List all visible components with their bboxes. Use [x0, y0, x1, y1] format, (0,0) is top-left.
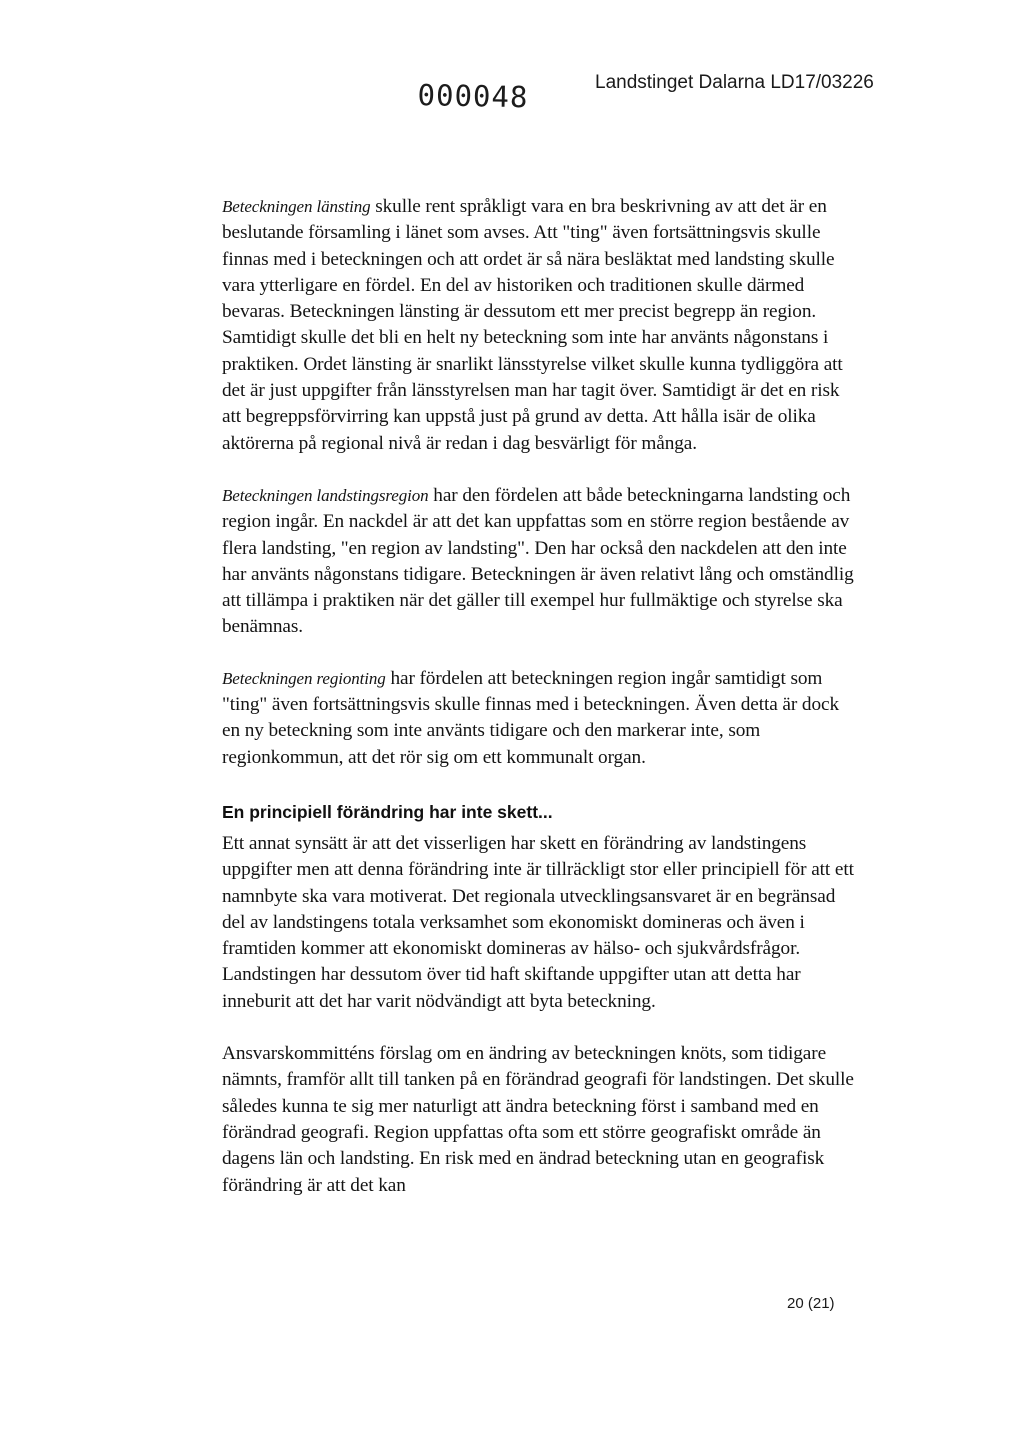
document-body	[222, 194, 854, 1199]
paragraph-landstingsregion	[222, 483, 854, 641]
paragraph-synsatt: Ett annat synsätt är att det visserligen har skett en förändring av landstingens uppgifter men att denna förändring inte är tillräckligt stor eller principiell för att ett namnbyte ska vara motiverat. Det regionala utvecklingsansvaret är en begränsad del av landstingens totala verksamhet som ekonomiskt domineras och även i framtiden kommer att ekonomiskt domineras av hälso- och sjukvårdsfrågor. Landstingen har dessutom över tid haft skiftande uppgifter utan att detta har inneburit att det har varit nödvändigt att byta beteckning.	[222, 832, 854, 1012]
section-heading: En principiell förändring har inte skett...	[222, 801, 553, 822]
paragraph-ansvarskommitten: Ansvarskommitténs förslag om en ändring av beteckningen knöts, som tidigare nämnts, framför allt till tanken på en förändrad geografi för landstingen. Det skulle således kunna te sig mer naturligt att ändra beteckning först i samband med en förändrad geografi. Region uppfattas ofta som ett större geografiskt område än dagens län och landsting. En risk med en ändrad beteckning utan en geografisk förändring är att det kan	[222, 1043, 854, 1196]
document-reference: Landstinget Dalarna LD17/03226	[595, 72, 874, 93]
paragraph-regionting	[222, 666, 854, 771]
page-number: 20 (21)	[787, 1295, 835, 1312]
paragraph-text: har den fördelen att både beteckningarna landsting och region ingår. En nackdel är att det kan uppfattas som en större region bestående av flera landsting, "en region av landsting". Den har också den nackdelen att den inte har använts någonstans tidigare. Beteckningen är även relativt lång och omständlig att tillämpa i praktiken när det gäller till exempel hur fullmäktige och styrelse ska benämnas.	[222, 484, 854, 638]
paragraph-text: skulle rent språkligt vara en bra beskrivning av att det är en beslutande församling i länet som avses. Att "ting" även fortsättningsvis skulle finnas med i beteckningen och att ordet är så nära besläktat med landsting skulle vara ytterligare en fördel. En del av historiken och traditionen skulle därmed bevaras. Beteckningen länsting är dessutom ett mer precist begrepp än region. Samtidigt skulle det bli en helt ny beteckning som inte har använts någonstans i praktiken. Ordet länsting är snarlikt länsstyrelse vilket skulle kunna tydliggöra att det är just uppgifter från länsstyrelsen man har tagit över. Samtidigt är det en risk att begreppsförvirring kan uppstå just på grund av detta. Att hålla isär de olika aktörerna på regional nivå är redan i dag besvärligt för många.	[222, 196, 843, 454]
archive-stamp-number: 000048	[417, 78, 529, 115]
paragraph-text: har fördelen att beteckningen region ingår samtidigt som "ting" även fortsättningsvis skulle finnas med i beteckningen. Även detta är dock en ny beteckning som inte använts tidigare och den markerar inte, som regionkommun, att det rör sig om ett kommunalt organ.	[222, 667, 839, 768]
term-lansting: Beteckningen länsting	[222, 197, 371, 216]
paragraph-lansting	[222, 194, 854, 457]
term-landstingsregion: Beteckningen landstingsregion	[222, 485, 429, 505]
term-regionting: Beteckningen regionting	[222, 668, 386, 688]
